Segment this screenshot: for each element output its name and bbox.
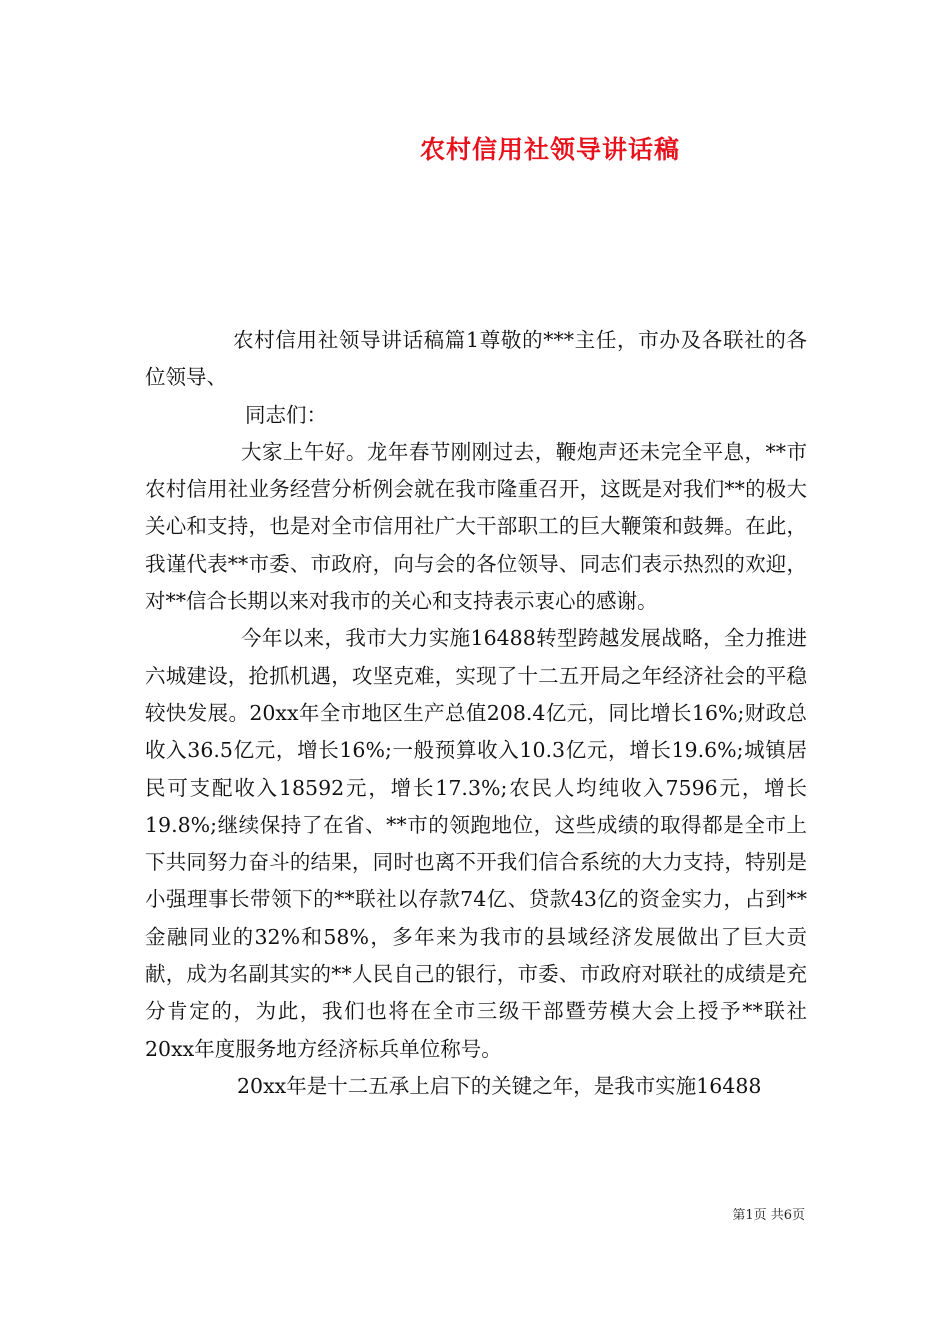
document-body — [145, 322, 807, 1105]
paragraph-achievements: 今年以来，我市大力实施16488转型跨越发展战略，全力推进六城建设，抢抓机遇，攻坚克难，实现了十二五开局之年经济社会的平稳较快发展。20xx年全市地区生产总值208.4亿元，同比增长16%;财政总收入36.5亿元，增长16%;一般预算收入10.3亿元，增长19.6%;城镇居民可支配收入18592元，增长17.3%;农民人均纯收入7596元，增长19.8%;继续保持了在省、**市的领跑地位，这些成绩的取得都是全市上下共同努力奋斗的结果，同时也离不开我们信合系统的大力支持，特别是小强理事长带领下的**联社以存款74亿、贷款43亿的资金实力，占到**金融同业的32%和58%，多年来为我市的县域经济发展做出了巨大贡献，成为名副其实的**人民自己的银行，市委、市政府对联社的成绩是充分肯定的，为此，我们也将在全市三级干部暨劳模大会上授予**联社20xx年度服务地方经济标兵单位称号。 — [145, 626, 807, 1061]
page-footer: 第1页 共6页 — [732, 1208, 805, 1223]
paragraph-opening: 农村信用社领导讲话稿篇1尊敬的***主任，市办及各联社的各位领导、 — [145, 328, 807, 390]
paragraph-greeting: 大家上午好。龙年春节刚刚过去，鞭炮声还未完全平息，**市农村信用社业务经营分析例会就在我市隆重召开，这既是对我们**的极大关心和支持，也是对全市信用社广大干部职工的巨大鞭策和鼓舞。在此，我谨代表**市委、市政府，向与会的各位领导、同志们表示热烈的欢迎，对**信合长期以来对我市的关心和支持表示衷心的感谢。 — [145, 439, 807, 614]
paragraph-salutation: 同志们： — [245, 402, 327, 427]
paragraph-key-year: 20xx年是十二五承上启下的关键之年，是我市实施16488 — [237, 1073, 762, 1098]
document-title: 农村信用社领导讲话稿 — [419, 135, 680, 164]
